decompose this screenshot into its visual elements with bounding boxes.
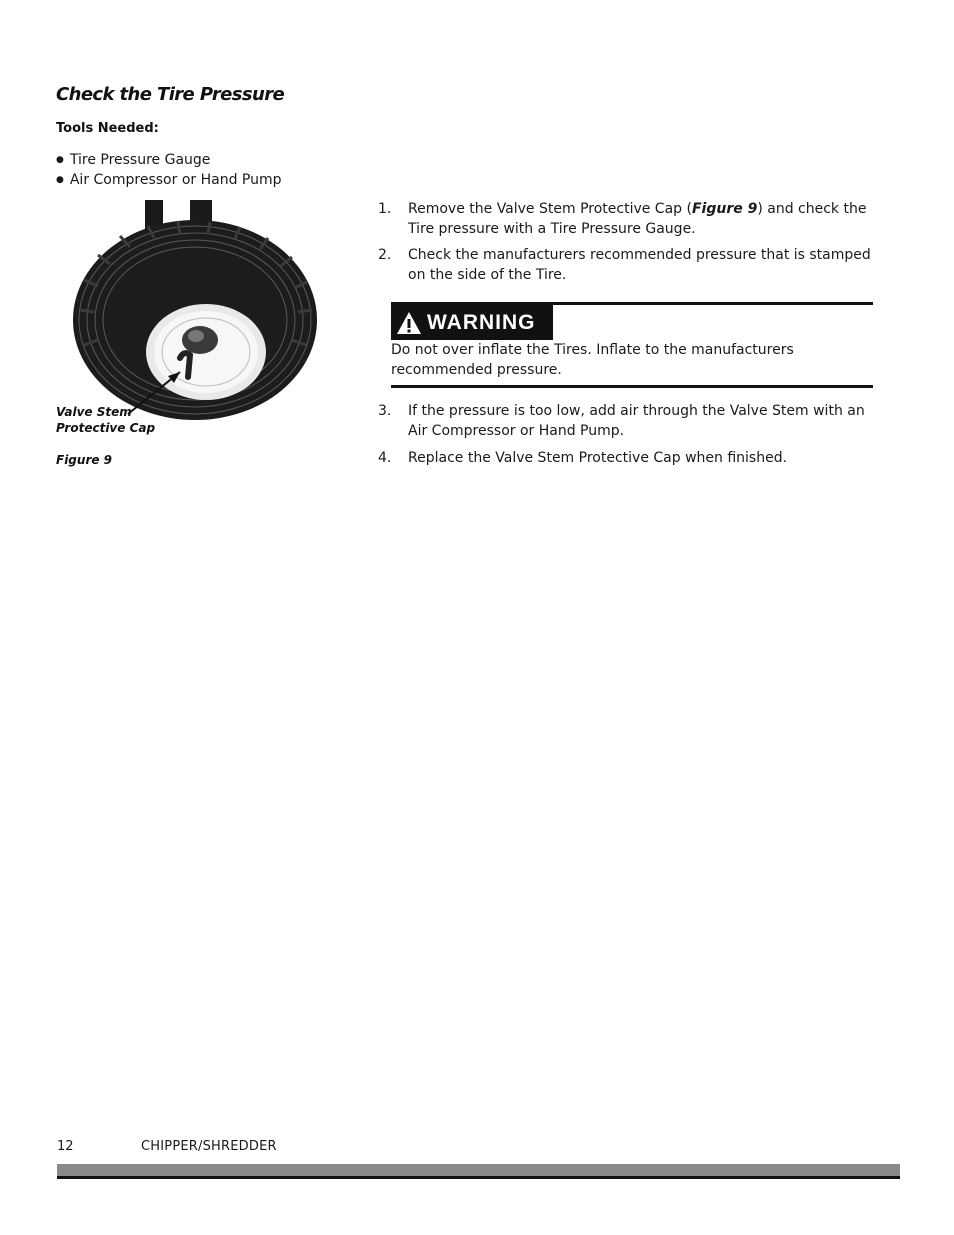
step-item — [378, 401, 884, 441]
tool-item: ● Air Compressor or Hand Pump — [56, 170, 282, 190]
callout-line2: Protective Cap — [56, 421, 156, 435]
step-number: 4. — [378, 450, 392, 466]
warning-triangle-icon — [391, 305, 427, 340]
step-text: Replace the Valve Stem Protective Cap when finished. — [408, 450, 788, 466]
step-text: Check the manufacturers recommended pressure that is stamped on the side of the Tire. — [408, 247, 871, 283]
warning-bottom-rule — [391, 385, 873, 388]
figure-caption: Figure 9 — [56, 453, 113, 467]
step-item — [378, 448, 884, 468]
step-text-cont: ) and check the Tire pressure with a Tire Pressure Gauge. — [408, 201, 867, 237]
warning-text: Do not over inflate the Tires. Inflate to the manufacturers recommended pressure. — [391, 342, 794, 378]
step-number: 1. — [378, 201, 392, 217]
tools-list — [56, 150, 282, 190]
figure-reference: Figure 9 — [691, 201, 758, 217]
step-item — [378, 199, 884, 239]
warning-header — [391, 305, 553, 340]
footer-rule — [57, 1176, 900, 1179]
tire-illustration — [60, 200, 342, 425]
page-number: 12 — [57, 1139, 74, 1154]
footer-product-name: CHIPPER/SHREDDER — [141, 1139, 277, 1154]
step-item — [378, 245, 884, 285]
steps-list-2 — [378, 401, 884, 468]
tools-needed-heading: Tools Needed: — [56, 121, 159, 136]
step-text: If the pressure is too low, add air through the Valve Stem with an Air Compressor or Hand Pump. — [408, 403, 865, 439]
steps-list-1 — [378, 199, 884, 285]
footer-bar — [57, 1164, 900, 1176]
warning-label: WARNING — [427, 310, 536, 334]
step-text: Remove the Valve Stem Protective Cap ( — [408, 201, 692, 217]
tire-figure — [60, 200, 342, 425]
section-title: Check the Tire Pressure — [56, 84, 285, 105]
step-number: 2. — [378, 247, 392, 263]
figure-callout — [56, 404, 155, 436]
callout-line1: Valve Stem — [56, 405, 132, 419]
warning-box — [391, 302, 873, 388]
tool-item: ● Tire Pressure Gauge — [56, 150, 282, 170]
step-number: 3. — [378, 403, 392, 419]
